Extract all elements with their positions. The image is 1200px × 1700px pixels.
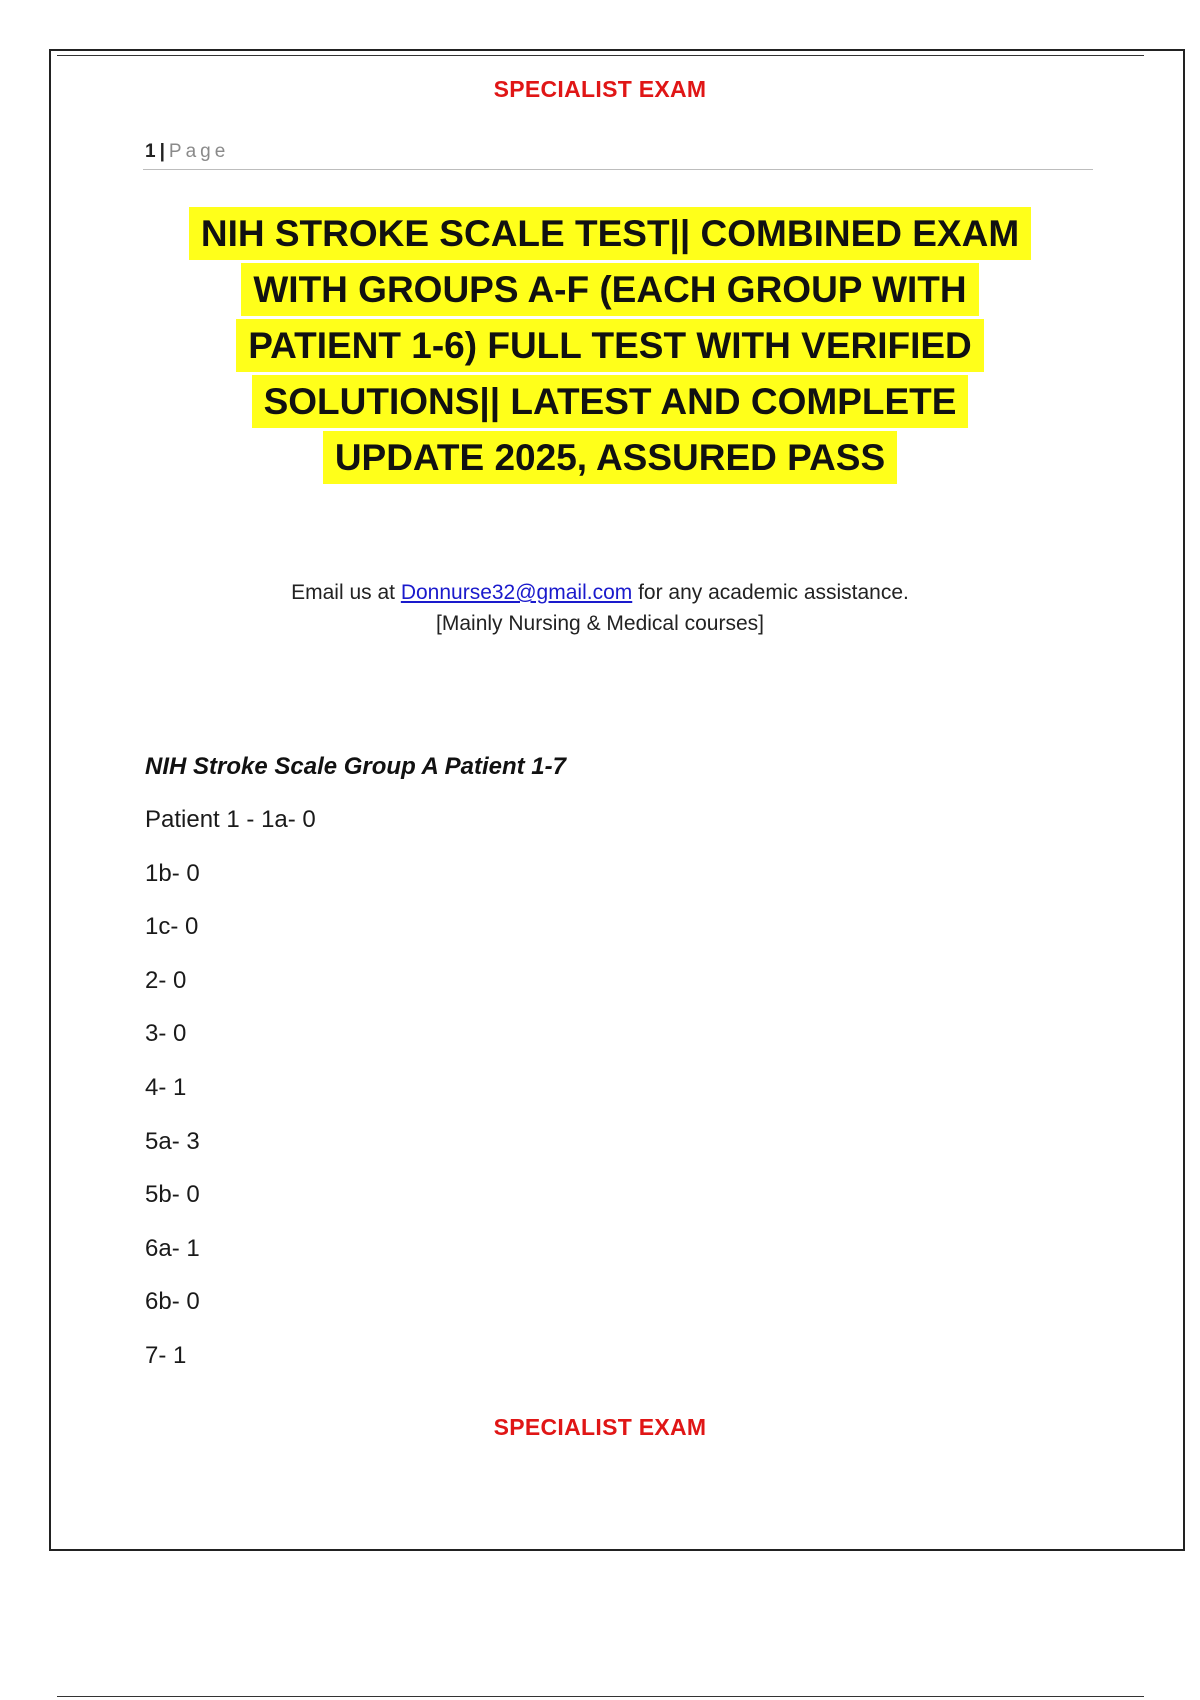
list-item: 6a- 1 <box>145 1234 200 1262</box>
list-item: 5b- 0 <box>145 1181 200 1209</box>
page-header-rule <box>143 169 1093 170</box>
list-item: 1b- 0 <box>145 859 200 887</box>
page-number-separator: | <box>159 141 165 162</box>
title-line-1: NIH STROKE SCALE TEST|| COMBINED EXAM <box>189 207 1031 260</box>
page-number <box>145 141 229 163</box>
contact-line <box>0 577 1200 608</box>
section-heading: NIH Stroke Scale Group A Patient 1-7 <box>145 753 566 780</box>
title-line-4: SOLUTIONS|| LATEST AND COMPLETE <box>252 375 969 428</box>
header-exam-label: SPECIALIST EXAM <box>493 76 707 102</box>
list-item: 3- 0 <box>145 1020 187 1048</box>
title-line-2: WITH GROUPS A-F (EACH GROUP WITH <box>241 263 978 316</box>
top-rule <box>57 55 1144 56</box>
page-number-value: 1 <box>145 141 156 162</box>
list-item: 5a- 3 <box>145 1127 200 1155</box>
contact-prefix: Email us at <box>291 581 401 604</box>
score-list <box>145 805 316 1395</box>
contact-suffix: for any academic assistance. <box>632 581 909 604</box>
bottom-rule <box>57 1696 1144 1697</box>
list-item: 4- 1 <box>145 1073 187 1101</box>
email-link[interactable]: Donnurse32@gmail.com <box>400 581 633 604</box>
document-title <box>130 207 1090 487</box>
list-item: 2- 0 <box>145 966 187 994</box>
list-item: 1c- 0 <box>145 913 199 941</box>
contact-info <box>0 577 1200 639</box>
title-line-3: PATIENT 1-6) FULL TEST WITH VERIFIED <box>236 319 984 372</box>
footer-exam-label: SPECIALIST EXAM <box>493 1414 707 1440</box>
list-item: 6b- 0 <box>145 1288 200 1316</box>
page-word: Page <box>168 141 230 162</box>
list-item: Patient 1 - 1a- 0 <box>145 806 316 833</box>
contact-note: [Mainly Nursing & Medical courses] <box>436 612 764 635</box>
title-line-5: UPDATE 2025, ASSURED PASS <box>323 431 897 484</box>
list-item: 7- 1 <box>145 1341 187 1369</box>
